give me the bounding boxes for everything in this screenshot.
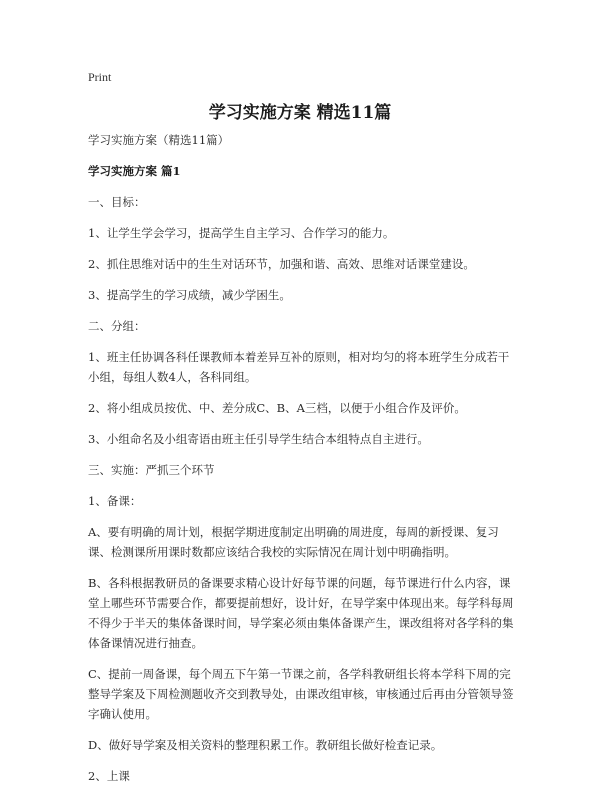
paragraph: 一、目标： — [88, 195, 146, 209]
page-title: 学习实施方案 精选11篇 — [208, 103, 392, 123]
section-heading: 学习实施方案 篇1 — [88, 164, 181, 178]
document-subtitle: 学习实施方案（精选11篇） — [88, 133, 230, 147]
paragraph: 1、让学生学会学习，提高学生自主学习、合作学习的能力。 — [88, 226, 395, 240]
paragraph: 3、提高学生的学习成绩，减少学困生。 — [88, 288, 291, 302]
paragraph: 1、备课： — [88, 494, 142, 508]
paragraph: 1、班主任协调各科任课教师本着差异互补的原则，相对均匀的将本班学生分成若干小组，每组人数4人，各科同组。 — [88, 350, 510, 384]
paragraph: 二、分组： — [88, 319, 146, 333]
paragraph: 2、抓住思维对话中的生生对话环节，加强和谐、高效、思维对话课堂建设。 — [88, 257, 475, 271]
paragraph: C、提前一周备课，每个周五下午第一节课之前，各学科教研组长将本学科下周的完整导学案及下周检测题收齐交到教导处，由课改组审核，审核通过后再由分管领导签字确认使用。 — [88, 667, 514, 721]
paragraph: D、做好导学案及相关资料的整理积累工作。教研组长做好检查记录。 — [88, 738, 443, 752]
paragraph: A、要有明确的周计划，根据学期进度制定出明确的周进度，每周的新授课、复习课、检测课所用课时数都应该结合我校的实际情况在周计划中明确指明。 — [88, 525, 499, 559]
paragraph: 3、小组命名及小组寄语由班主任引导学生结合本组特点自主进行。 — [88, 432, 429, 446]
paragraph: 2、上课 — [88, 769, 130, 783]
print-link[interactable]: Print — [88, 70, 112, 84]
paragraph: 2、将小组成员按优、中、差分成C、B、A三档，以便于小组合作及评价。 — [88, 401, 466, 415]
paragraph: 三、实施：严抓三个环节 — [88, 463, 215, 477]
paragraph: B、各科根据教研员的备课要求精心设计好每节课的问题，每节课进行什么内容，课堂上哪些环节需要合作，都要提前想好，设计好，在导学案中体现出来。每学科每周不得少于半天的集体备课时间，导学案必须由集体备课产生，课改组将对各学科的集体备课情况进行抽查。 — [88, 576, 514, 650]
document-body — [88, 130, 516, 797]
